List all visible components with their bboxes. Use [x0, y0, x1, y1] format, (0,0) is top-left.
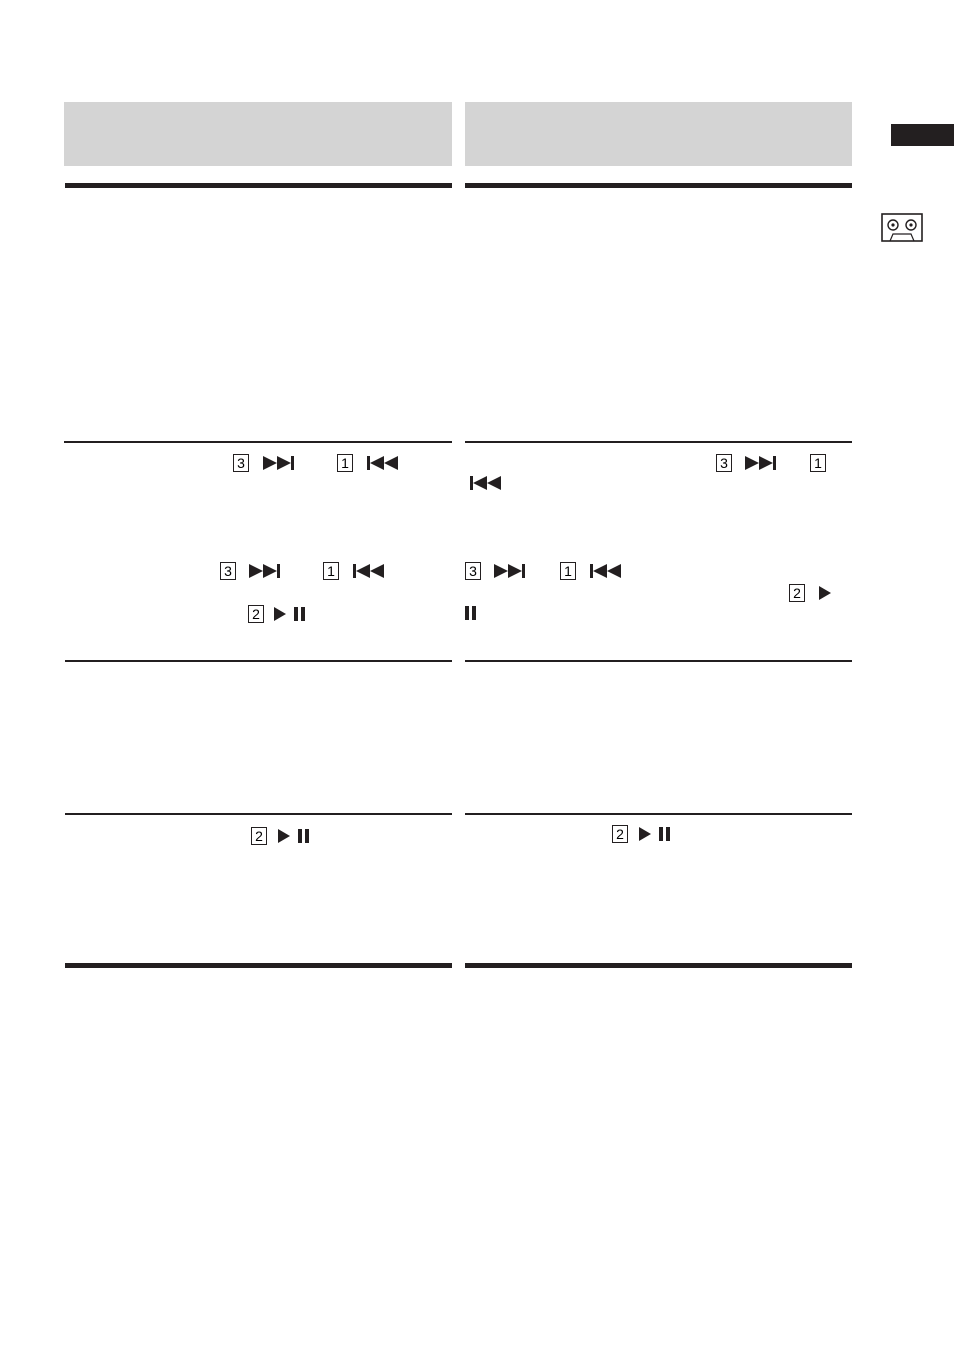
right-row3-key2-group — [789, 583, 839, 603]
key-3: 3 — [465, 562, 481, 580]
skip-previous-icon — [590, 564, 626, 578]
skip-next-icon — [263, 456, 299, 470]
left-section-bottom-rule — [65, 963, 452, 968]
left-row3-key2-group — [248, 604, 318, 624]
play-icon — [819, 586, 833, 600]
right-divider-2 — [465, 660, 852, 662]
key-2: 2 — [789, 584, 805, 602]
skip-next-icon — [745, 456, 781, 470]
pause-icon — [465, 606, 477, 620]
right-divider-1 — [465, 441, 852, 443]
play-pause-icon — [274, 607, 308, 621]
skip-previous-icon — [353, 564, 389, 578]
skip-previous-icon — [470, 476, 506, 490]
skip-next-icon — [249, 564, 285, 578]
skip-next-icon — [494, 564, 530, 578]
right-column-header-band — [465, 102, 852, 166]
key-3: 3 — [220, 562, 236, 580]
play-pause-icon — [639, 827, 673, 841]
right-row2-key1-group — [560, 561, 630, 581]
key-1: 1 — [337, 454, 353, 472]
left-column-header-band — [64, 102, 452, 166]
key-2: 2 — [251, 827, 267, 845]
right-row1b-prev — [470, 476, 506, 492]
key-1: 1 — [323, 562, 339, 580]
left-row4-key2-group — [251, 826, 321, 846]
key-3: 3 — [233, 454, 249, 472]
key-1: 1 — [810, 454, 826, 472]
left-divider-3 — [65, 813, 452, 815]
left-row1-key3-group — [233, 453, 303, 473]
right-divider-3 — [465, 813, 852, 815]
section-tab — [891, 124, 954, 146]
right-row4-key2-group — [612, 824, 682, 844]
key-1: 1 — [560, 562, 576, 580]
key-2: 2 — [248, 605, 264, 623]
left-row1-key1-group — [337, 453, 407, 473]
play-pause-icon — [278, 829, 312, 843]
cassette-tape-icon — [881, 213, 923, 242]
right-section-bottom-rule — [465, 963, 852, 968]
right-row1-key1 — [810, 453, 826, 473]
right-row3b-pause — [465, 606, 477, 620]
key-3: 3 — [716, 454, 732, 472]
left-divider-1 — [64, 441, 452, 443]
left-row2-key3-group — [220, 561, 290, 581]
left-divider-2 — [65, 660, 452, 662]
left-section-top-rule — [65, 183, 452, 188]
key-2: 2 — [612, 825, 628, 843]
right-row2-key3-group — [465, 561, 535, 581]
right-row1-key3-group — [716, 453, 786, 473]
left-row2-key1-group — [323, 561, 393, 581]
skip-previous-icon — [367, 456, 403, 470]
right-section-top-rule — [465, 183, 852, 188]
